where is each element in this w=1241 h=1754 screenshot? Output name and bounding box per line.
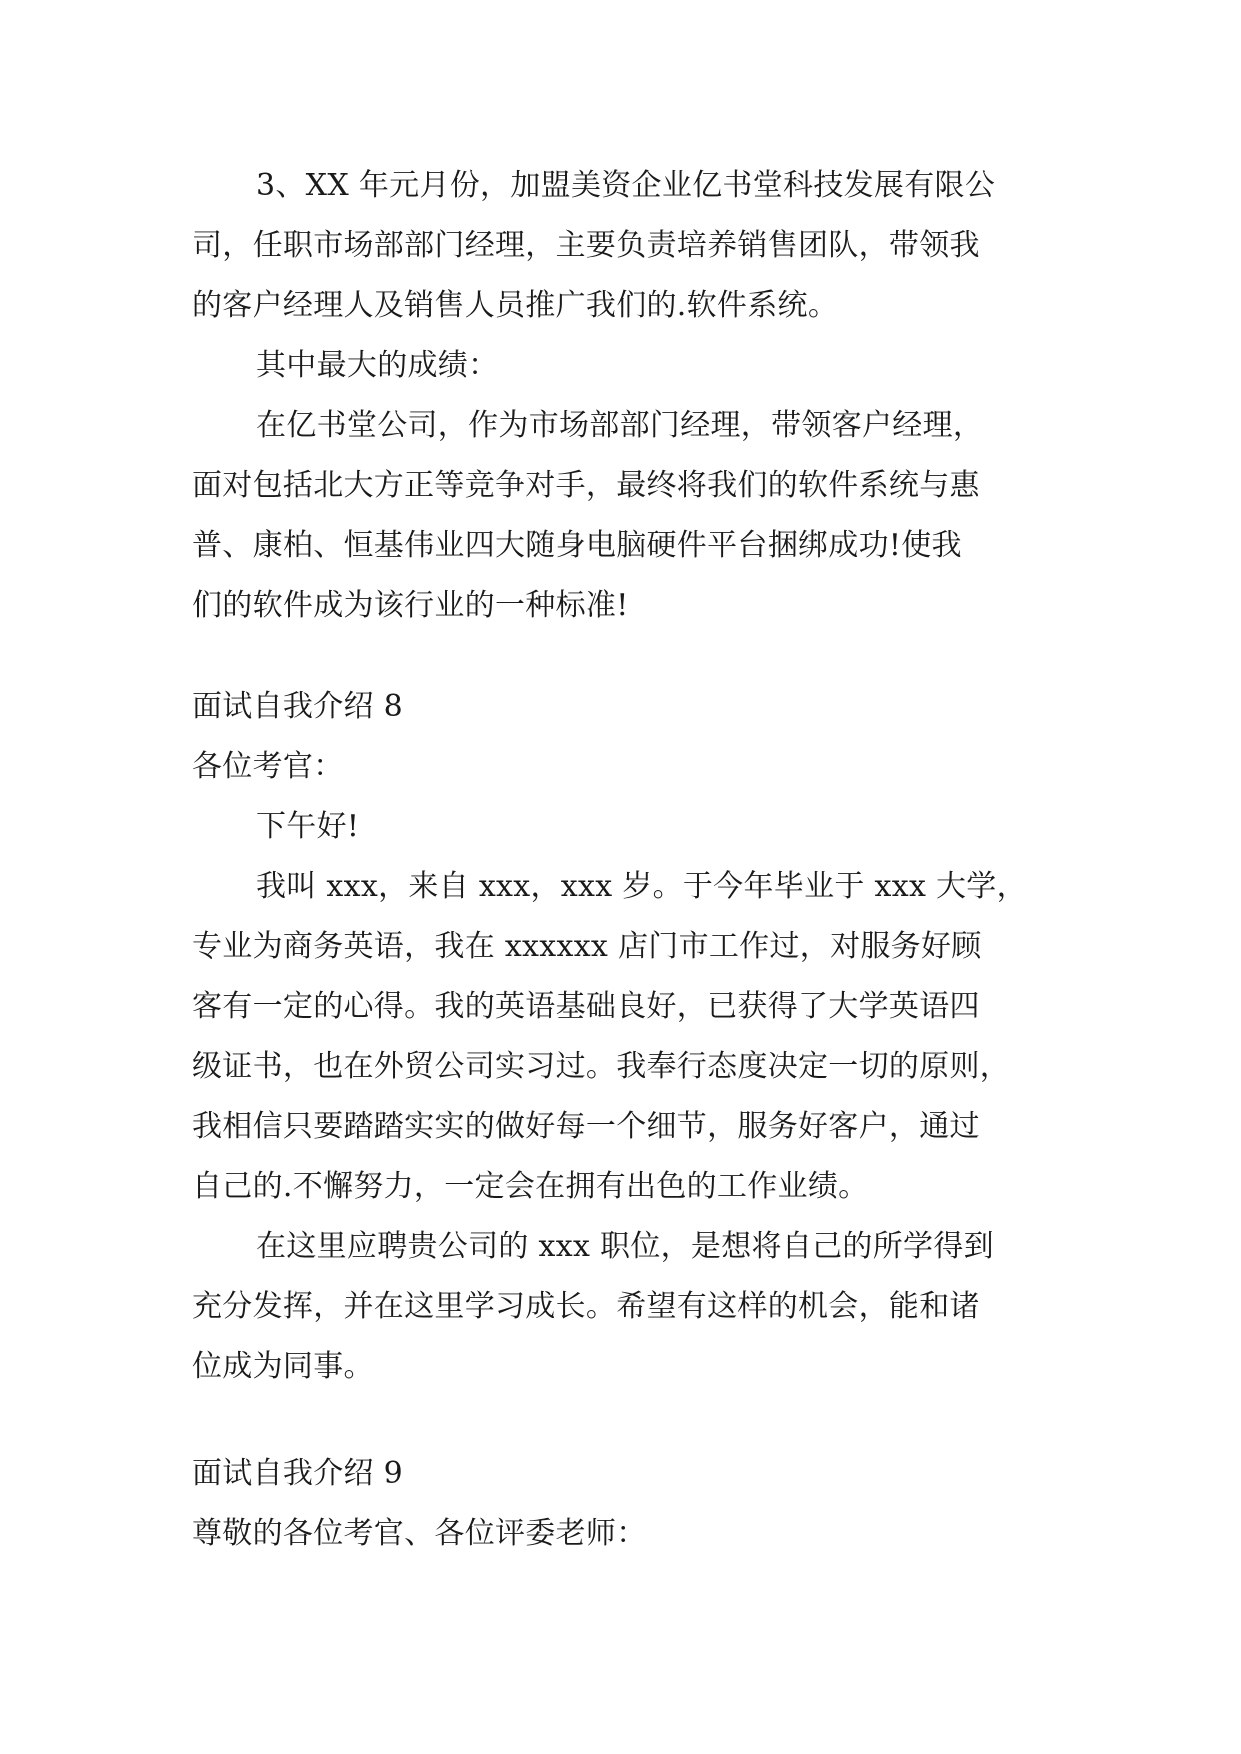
paragraph-line: 我相信只要踏踏实实的做好每一个细节，服务好客户，通过 (192, 1109, 980, 1144)
paragraph-line: 的客户经理人及销售人员推广我们的.软件系统。 (192, 288, 839, 323)
paragraph-line: 自己的.不懈努力，一定会在拥有出色的工作业绩。 (192, 1169, 869, 1204)
paragraph-line: 在亿书堂公司，作为市场部部门经理，带领客户经理， (256, 408, 984, 443)
paragraph-line: 3、XX 年元月份，加盟美资企业亿书堂科技发展有限公 (256, 168, 996, 203)
salutation: 尊敬的各位考官、各位评委老师： (192, 1516, 647, 1551)
paragraph-line: 普、康柏、恒基伟业四大随身电脑硬件平台捆绑成功!使我 (192, 528, 962, 563)
paragraph-line: 充分发挥，并在这里学习成长。希望有这样的机会，能和诸 (192, 1289, 980, 1324)
paragraph-line: 位成为同事。 (192, 1349, 374, 1384)
paragraph-line: 客有一定的心得。我的英语基础良好，已获得了大学英语四 (192, 989, 980, 1024)
section-title: 面试自我介绍 8 (192, 689, 404, 724)
paragraph-line: 们的软件成为该行业的一种标准! (192, 588, 629, 623)
salutation: 各位考官： (192, 749, 344, 784)
paragraph-line: 在这里应聘贵公司的 xxx 职位，是想将自己的所学得到 (256, 1229, 994, 1264)
paragraph-line: 级证书，也在外贸公司实习过。我奉行态度决定一切的原则， (192, 1049, 1011, 1084)
section-title: 面试自我介绍 9 (192, 1456, 404, 1491)
greeting: 下午好! (256, 809, 360, 844)
achievement-heading: 其中最大的成绩： (256, 348, 499, 383)
section9 (192, 1444, 1052, 1564)
paragraph-line: 专业为商务英语，我在 xxxxxx 店门市工作过，对服务好顾 (192, 929, 982, 964)
paragraph-line: 司，任职市场部部门经理，主要负责培养销售团队，带领我 (192, 228, 980, 263)
paragraph-line: 我叫 xxx，来自 xxx，xxx 岁。于今年毕业于 xxx 大学， (256, 869, 1027, 904)
paragraph-line: 面对包括北大方正等竞争对手，最终将我们的软件系统与惠 (192, 468, 980, 503)
section8 (192, 677, 1052, 1397)
section7-tail (192, 156, 1052, 636)
